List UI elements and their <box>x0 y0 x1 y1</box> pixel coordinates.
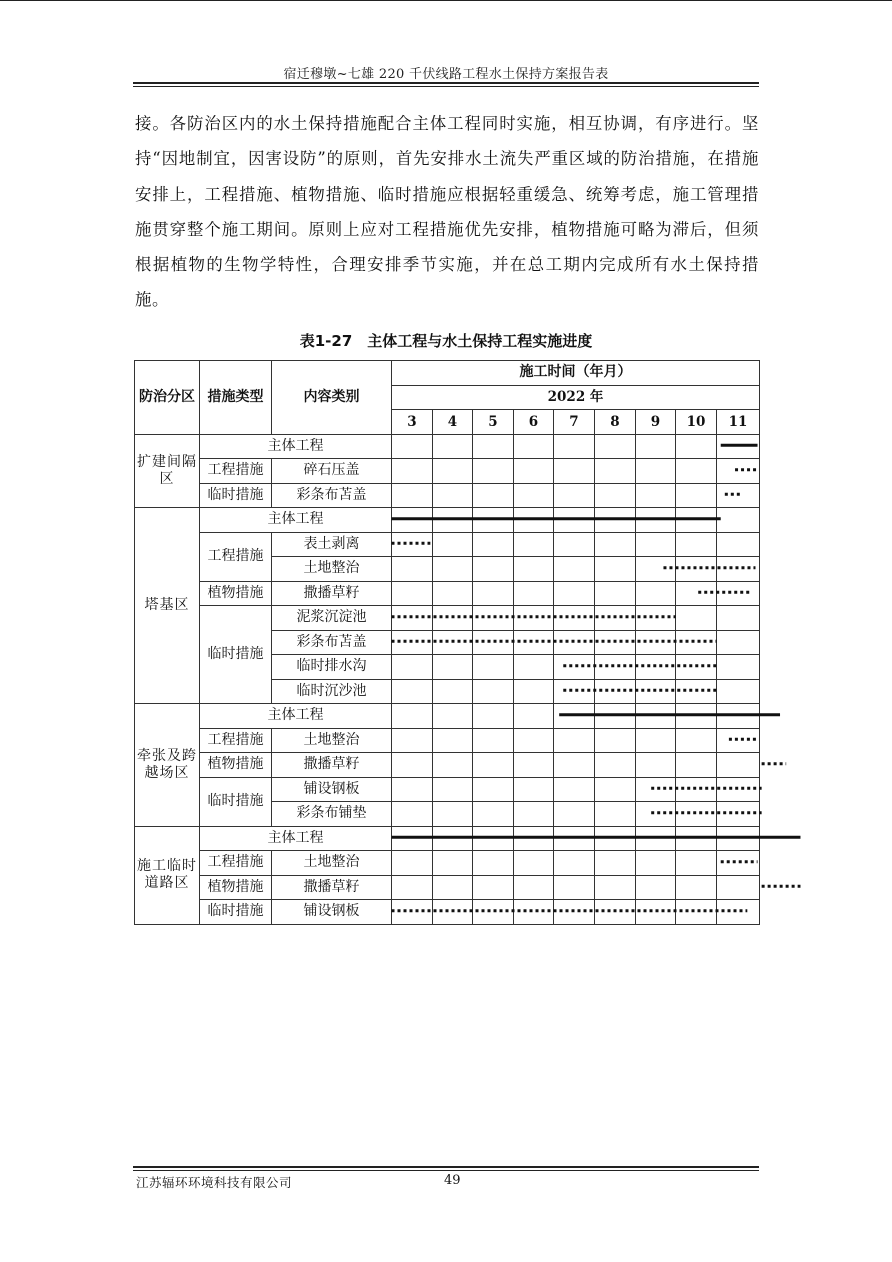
table-row <box>135 777 760 802</box>
month-cell <box>392 826 433 851</box>
month-cell <box>595 434 636 459</box>
table-row <box>135 900 760 925</box>
month-cell <box>473 483 514 508</box>
month-cell <box>392 679 433 704</box>
header-rule <box>133 82 759 84</box>
month-cell <box>636 606 676 631</box>
measure-type: 工程措施 <box>200 728 272 753</box>
month-cell <box>676 851 717 876</box>
month-cell <box>676 434 717 459</box>
month-cell <box>717 851 760 876</box>
month-cell <box>554 875 595 900</box>
month-cell <box>636 851 676 876</box>
month-cell <box>433 557 473 582</box>
month-header: 8 <box>595 410 636 435</box>
page-number: 49 <box>444 1173 461 1188</box>
month-cell <box>473 508 514 533</box>
month-cell <box>676 532 717 557</box>
month-cell <box>554 532 595 557</box>
month-cell <box>514 483 554 508</box>
month-cell <box>473 875 514 900</box>
month-header: 10 <box>676 410 717 435</box>
month-cell <box>636 777 676 802</box>
month-cell <box>636 459 676 484</box>
month-cell <box>473 655 514 680</box>
measure-type: 植物措施 <box>200 875 272 900</box>
month-cell <box>433 875 473 900</box>
month-cell <box>514 900 554 925</box>
month-cell <box>636 532 676 557</box>
measure-type: 临时措施 <box>200 777 272 826</box>
month-cell <box>433 826 473 851</box>
month-cell <box>717 557 760 582</box>
month-cell <box>514 655 554 680</box>
month-cell <box>392 753 433 778</box>
month-cell <box>554 483 595 508</box>
month-cell <box>636 728 676 753</box>
month-cell <box>676 728 717 753</box>
zone-name: 扩建间隔区 <box>135 434 200 508</box>
month-cell <box>514 875 554 900</box>
month-cell <box>433 900 473 925</box>
month-cell <box>514 459 554 484</box>
month-cell <box>473 581 514 606</box>
month-cell <box>392 704 433 729</box>
month-cell <box>595 606 636 631</box>
month-cell <box>433 753 473 778</box>
month-cell <box>392 557 433 582</box>
month-cell <box>473 826 514 851</box>
measure-type: 临时措施 <box>200 606 272 704</box>
month-cell <box>392 851 433 876</box>
month-cell <box>514 434 554 459</box>
content-category: 临时沉沙池 <box>272 679 392 704</box>
month-cell <box>473 434 514 459</box>
running-header-title: 宿迁穆墩~七雄 220 千伏线路工程水土保持方案报告表 <box>283 67 609 82</box>
month-cell <box>636 704 676 729</box>
month-cell <box>554 802 595 827</box>
month-cell <box>636 434 676 459</box>
zone-name: 施工临时道路区 <box>135 826 200 924</box>
month-cell <box>636 802 676 827</box>
page-top-border <box>0 0 892 1</box>
month-cell <box>676 508 717 533</box>
month-cell <box>392 483 433 508</box>
table-header-row <box>135 361 760 386</box>
month-cell <box>676 581 717 606</box>
month-cell <box>595 753 636 778</box>
month-cell <box>392 532 433 557</box>
month-cell <box>595 802 636 827</box>
month-cell <box>554 434 595 459</box>
month-cell <box>717 753 760 778</box>
month-cell <box>717 777 760 802</box>
month-cell <box>554 851 595 876</box>
measure-type: 工程措施 <box>200 532 272 581</box>
month-cell <box>514 753 554 778</box>
month-cell <box>392 606 433 631</box>
month-cell <box>514 532 554 557</box>
month-cell <box>636 753 676 778</box>
month-cell <box>595 704 636 729</box>
table-row <box>135 508 760 533</box>
month-cell <box>392 900 433 925</box>
measure-type: 植物措施 <box>200 581 272 606</box>
month-cell <box>473 459 514 484</box>
month-cell <box>595 532 636 557</box>
table-row <box>135 851 760 876</box>
month-cell <box>717 875 760 900</box>
month-header: 9 <box>636 410 676 435</box>
month-cell <box>514 802 554 827</box>
month-cell <box>595 630 636 655</box>
month-header: 7 <box>554 410 595 435</box>
month-cell <box>554 777 595 802</box>
content-main-project: 主体工程 <box>200 508 392 533</box>
month-cell <box>676 606 717 631</box>
content-category: 彩条布苫盖 <box>272 630 392 655</box>
month-header: 4 <box>433 410 473 435</box>
month-cell <box>554 753 595 778</box>
month-cell <box>433 679 473 704</box>
month-cell <box>717 655 760 680</box>
footer-rule <box>133 1166 759 1168</box>
month-cell <box>595 900 636 925</box>
zone-name: 塔基区 <box>135 508 200 704</box>
month-cell <box>433 728 473 753</box>
month-cell <box>717 630 760 655</box>
month-cell <box>392 655 433 680</box>
header-rule-thin <box>133 86 759 87</box>
month-cell <box>392 875 433 900</box>
month-cell <box>392 728 433 753</box>
month-cell <box>433 606 473 631</box>
month-cell <box>392 508 433 533</box>
content-main-project: 主体工程 <box>200 704 392 729</box>
month-cell <box>514 777 554 802</box>
month-cell <box>514 851 554 876</box>
month-cell <box>554 679 595 704</box>
month-cell <box>473 606 514 631</box>
month-cell <box>595 875 636 900</box>
month-cell <box>473 753 514 778</box>
table-row <box>135 753 760 778</box>
month-cell <box>514 581 554 606</box>
content-category: 彩条布铺垫 <box>272 802 392 827</box>
month-cell <box>676 826 717 851</box>
month-cell <box>473 630 514 655</box>
month-cell <box>676 802 717 827</box>
measure-type: 临时措施 <box>200 900 272 925</box>
month-cell <box>433 459 473 484</box>
month-cell <box>554 704 595 729</box>
month-cell <box>636 483 676 508</box>
table-row <box>135 606 760 631</box>
month-cell <box>433 508 473 533</box>
footer-rule-thin <box>133 1170 759 1171</box>
month-cell <box>514 728 554 753</box>
month-cell <box>554 508 595 533</box>
content-category: 彩条布苫盖 <box>272 483 392 508</box>
month-header: 5 <box>473 410 514 435</box>
month-cell <box>595 826 636 851</box>
month-cell <box>473 777 514 802</box>
month-cell <box>473 532 514 557</box>
month-cell <box>636 630 676 655</box>
month-cell <box>392 777 433 802</box>
content-category: 表土剥离 <box>272 532 392 557</box>
table-row <box>135 483 760 508</box>
month-cell <box>514 508 554 533</box>
month-cell <box>676 900 717 925</box>
month-cell <box>676 704 717 729</box>
table-row <box>135 581 760 606</box>
month-cell <box>473 802 514 827</box>
month-cell <box>676 483 717 508</box>
table-row <box>135 704 760 729</box>
month-cell <box>636 655 676 680</box>
month-cell <box>433 581 473 606</box>
month-cell <box>636 581 676 606</box>
schedule-table <box>134 360 760 925</box>
month-cell <box>595 679 636 704</box>
table-row <box>135 459 760 484</box>
table-row <box>135 826 760 851</box>
content-category: 撒播草籽 <box>272 753 392 778</box>
month-cell <box>514 826 554 851</box>
month-cell <box>595 655 636 680</box>
month-cell <box>636 875 676 900</box>
month-cell <box>717 434 760 459</box>
month-cell <box>717 802 760 827</box>
zone-name: 牵张及跨越场区 <box>135 704 200 827</box>
month-cell <box>554 900 595 925</box>
content-category: 临时排水沟 <box>272 655 392 680</box>
month-cell <box>554 630 595 655</box>
month-cell <box>717 483 760 508</box>
month-cell <box>676 655 717 680</box>
month-cell <box>473 851 514 876</box>
measure-type: 临时措施 <box>200 483 272 508</box>
month-cell <box>433 655 473 680</box>
month-cell <box>554 655 595 680</box>
content-category: 铺设钢板 <box>272 900 392 925</box>
table-row <box>135 875 760 900</box>
month-cell <box>473 704 514 729</box>
content-category: 土地整治 <box>272 557 392 582</box>
content-category: 撒播草籽 <box>272 875 392 900</box>
month-cell <box>717 606 760 631</box>
month-cell <box>636 826 676 851</box>
month-cell <box>473 728 514 753</box>
month-cell <box>392 459 433 484</box>
month-cell <box>554 606 595 631</box>
content-main-project: 主体工程 <box>200 434 392 459</box>
month-cell <box>554 581 595 606</box>
month-cell <box>433 483 473 508</box>
month-cell <box>717 581 760 606</box>
month-cell <box>717 532 760 557</box>
month-cell <box>595 777 636 802</box>
table-row <box>135 728 760 753</box>
month-cell <box>433 630 473 655</box>
month-cell <box>514 679 554 704</box>
table-row <box>135 532 760 557</box>
month-cell <box>554 557 595 582</box>
body-paragraph: 接。各防治区内的水土保持措施配合主体工程同时实施，相互协调，有序进行。坚持“因地制宜，因害设防”的原则，首先安排水土流失严重区域的防治措施，在措施安排上，工程措施、植物措施、临时措施应根据轻重缓急、统筹考虑，施工管理措施贯穿整个施工期间。原则上应对工程措施优先安排，植物措施可略为滞后，但须根据植物的生物学特性，合理安排季节实施，并在总工期内完成所有水土保持措施。 <box>135 114 759 310</box>
month-cell <box>433 532 473 557</box>
month-cell <box>473 679 514 704</box>
month-cell <box>595 483 636 508</box>
month-cell <box>392 802 433 827</box>
month-cell <box>717 459 760 484</box>
month-cell <box>636 679 676 704</box>
month-cell <box>717 679 760 704</box>
month-cell <box>717 900 760 925</box>
month-cell <box>676 557 717 582</box>
month-cell <box>676 777 717 802</box>
month-cell <box>433 704 473 729</box>
month-cell <box>636 557 676 582</box>
month-cell <box>676 875 717 900</box>
header-time: 施工时间（年月） <box>392 361 760 386</box>
month-cell <box>595 851 636 876</box>
month-cell <box>514 704 554 729</box>
month-header: 6 <box>514 410 554 435</box>
month-cell <box>717 826 760 851</box>
content-category: 泥浆沉淀池 <box>272 606 392 631</box>
month-cell <box>473 900 514 925</box>
month-cell <box>514 630 554 655</box>
month-cell <box>392 434 433 459</box>
month-cell <box>595 557 636 582</box>
month-cell <box>433 777 473 802</box>
table-row <box>135 434 760 459</box>
content-category: 土地整治 <box>272 728 392 753</box>
measure-type: 工程措施 <box>200 459 272 484</box>
month-cell <box>676 679 717 704</box>
month-cell <box>717 728 760 753</box>
content-category: 撒播草籽 <box>272 581 392 606</box>
month-cell <box>636 508 676 533</box>
content-main-project: 主体工程 <box>200 826 392 851</box>
month-cell <box>595 581 636 606</box>
month-cell <box>595 728 636 753</box>
month-cell <box>676 753 717 778</box>
month-cell <box>595 508 636 533</box>
content-category: 铺设钢板 <box>272 777 392 802</box>
footer-company: 江苏辐环环境科技有限公司 <box>136 1175 293 1190</box>
month-cell <box>554 826 595 851</box>
month-cell <box>473 557 514 582</box>
content-category: 土地整治 <box>272 851 392 876</box>
month-cell <box>433 851 473 876</box>
header-measure-type: 措施类型 <box>200 361 272 435</box>
header-year: 2022 年 <box>392 385 760 410</box>
month-cell <box>595 459 636 484</box>
month-header: 3 <box>392 410 433 435</box>
month-cell <box>636 900 676 925</box>
month-cell <box>676 630 717 655</box>
month-cell <box>514 606 554 631</box>
month-cell <box>676 459 717 484</box>
month-cell <box>717 704 760 729</box>
month-cell <box>514 557 554 582</box>
table-caption: 表1-27 主体工程与水土保持工程实施进度 <box>299 332 593 350</box>
month-cell <box>554 728 595 753</box>
content-category: 碎石压盖 <box>272 459 392 484</box>
header-content: 内容类别 <box>272 361 392 435</box>
measure-type: 工程措施 <box>200 851 272 876</box>
month-cell <box>392 630 433 655</box>
header-zone: 防治分区 <box>135 361 200 435</box>
month-cell <box>717 508 760 533</box>
month-header: 11 <box>717 410 760 435</box>
month-cell <box>433 802 473 827</box>
month-cell <box>554 459 595 484</box>
month-cell <box>392 581 433 606</box>
measure-type: 植物措施 <box>200 753 272 778</box>
month-cell <box>433 434 473 459</box>
